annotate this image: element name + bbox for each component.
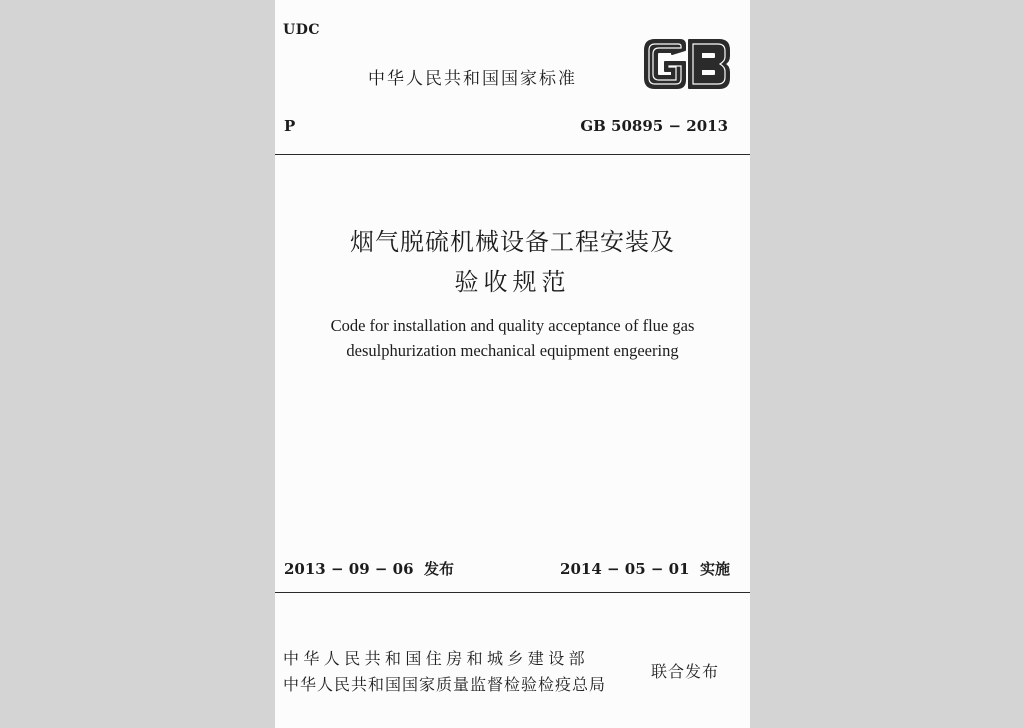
title-chinese [275,222,750,302]
joint-issue-label: 联合发布 [651,662,720,681]
standard-number: GB 50895 − 2013 [580,117,728,135]
issue-date: 2013 − 09 − 06 发布 [284,560,454,578]
top-divider [275,154,750,155]
effective-date: 2014 − 05 − 01 实施 [560,560,730,578]
bottom-divider [275,592,750,593]
title-chinese-line-1: 烟气脱硫机械设备工程安装及 [350,228,675,256]
issuer-mohurd: 中华人民共和国住房和城乡建设部 [283,649,590,668]
title-english-line-1: Code for installation and quality acceptance of flue gas [330,316,695,335]
issuing-organizations [283,646,606,698]
gb-logo-icon [641,36,733,92]
standard-cover-page [275,0,750,728]
national-standard-heading: 中华人民共和国国家标准 [368,69,577,89]
title-chinese-line-2: 验收规范 [454,268,571,296]
title-english-line-2: desulphurization mechanical equipment engeering [346,341,679,360]
udc-label: UDC [283,22,320,38]
category-code: P [284,117,296,135]
title-english [275,313,750,363]
issuer-aqsiq: 中华人民共和国国家质量监督检验检疫总局 [283,675,607,694]
